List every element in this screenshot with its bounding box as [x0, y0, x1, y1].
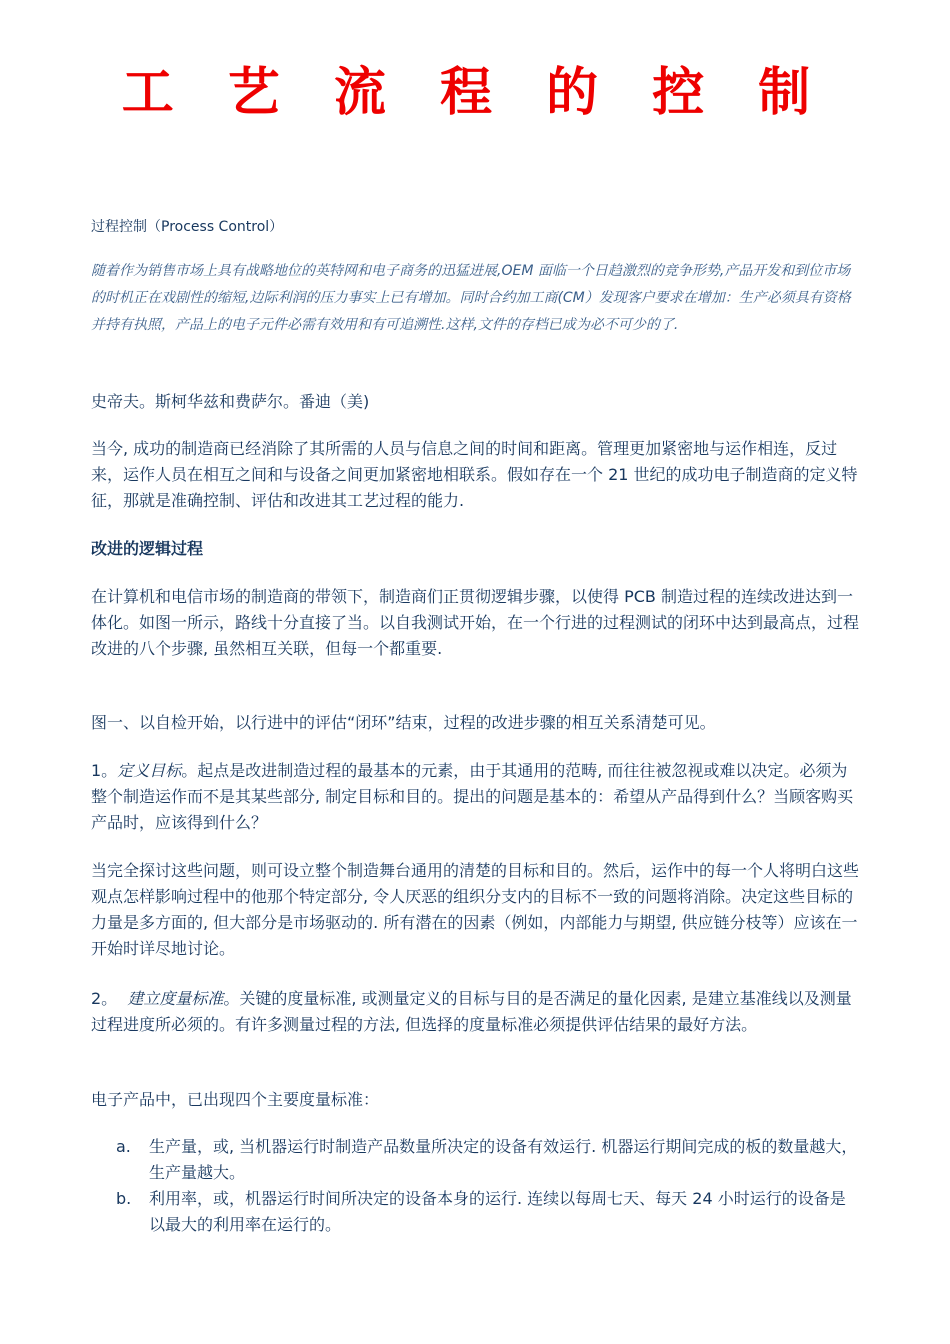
step-2-number: 2。 [91, 989, 118, 1008]
figure-caption: 图一、以自检开始，以行进中的评估“闭环”结束，过程的改进步骤的相互关系清楚可见。 [91, 713, 716, 732]
list-item-text: 生产量，或, 当机器运行时制造产品数量所决定的设备有效运行. 机器运行期间完成的板的数量越大，生产量越大。 [149, 1137, 858, 1182]
step-1-number: 1。 [91, 761, 118, 780]
step-1-paragraph [91, 758, 861, 836]
list-item [116, 1134, 861, 1186]
section-label: 过程控制（Process Control） [91, 219, 284, 235]
list-marker: b. [116, 1189, 132, 1208]
step-1-text: 。起点是改进制造过程的最基本的元素，由于其通用的范畴, 而往往被忽视或难以决定。必须为整个制造运作而不是其某些部分, 制定目标和目的。提出的问题是基本的：希望从产品得到什么？当顾客购买产品时，应该得到什么？ [91, 761, 854, 832]
step-2-paragraph [91, 986, 861, 1038]
list-item [116, 1186, 861, 1238]
authors-line: 史帝夫。斯柯华兹和费萨尔。番迪（美) [91, 392, 370, 411]
step-2-text: 。关键的度量标准, 或测量定义的目标与目的是否满足的量化因素, 是建立基准线以及测量过程进度所必须的。有许多测量过程的方法, 但选择的度量标准必须提供评估结果的最好方法。 [91, 989, 852, 1034]
paragraph-2: 在计算机和电信市场的制造商的带领下，制造商们正贯彻逻辑步骤，以使得 PCB 制造过程的连续改进达到一体化。如图一所示，路线十分直接了当。以自我测试开始，在一个行进的过程测试的闭环中达到最高点，过程改进的八个步骤, 虽然相互关联，但每一个都重要. [91, 587, 860, 658]
intro-paragraph: 随着作为销售市场上具有战略地位的英特网和电子商务的迅猛进展,OEM 面临一个日趋激烈的竞争形势,产品开发和到位市场的时机正在戏剧性的缩短,边际利润的压力事实上已有增加。同时合约加工商(CM）发现客户要求在增加：生产必须具有资格并持有执照，产品上的电子元件必需有效用和有可追溯性.这样,文件的存档已成为必不可少的了. [91, 263, 851, 333]
step-1-title: 定义目标 [117, 761, 182, 780]
section-heading: 改进的逻辑过程 [91, 539, 204, 558]
step-2-title: 建立度量标准 [127, 989, 224, 1008]
list-item-text: 利用率，或，机器运行时间所决定的设备本身的运行. 连续以每周七天、每天 24 小时运行的设备是以最大的利用率在运行的。 [149, 1189, 846, 1234]
paragraph-3: 当完全探讨这些问题，则可设立整个制造舞台通用的清楚的目标和目的。然后，运作中的每一个人将明白这些观点怎样影响过程中的他那个特定部分, 令人厌恶的组织分支内的目标不一致的问题将消除。决定这些目标的力量是多方面的, 但大部分是市场驱动的. 所有潜在的因素（例如，内部能力与期望, 供应链分枝等）应该在一开始时详尽地讨论。 [91, 861, 860, 958]
paragraph-1: 当今, 成功的制造商已经消除了其所需的人员与信息之间的时间和距离。管理更加紧密地与运作相连，反过来，运作人员在相互之间和与设备之间更加紧密地相联系。假如存在一个 21 世纪的成功电子制造商的定义特征，那就是准确控制、评估和改进其工艺过程的能力. [91, 439, 858, 510]
list-marker: a. [116, 1137, 131, 1156]
paragraph-4: 电子产品中，已出现四个主要度量标准： [91, 1090, 380, 1109]
document-title: 工 艺 流 程 的 控 制 [121, 62, 829, 123]
